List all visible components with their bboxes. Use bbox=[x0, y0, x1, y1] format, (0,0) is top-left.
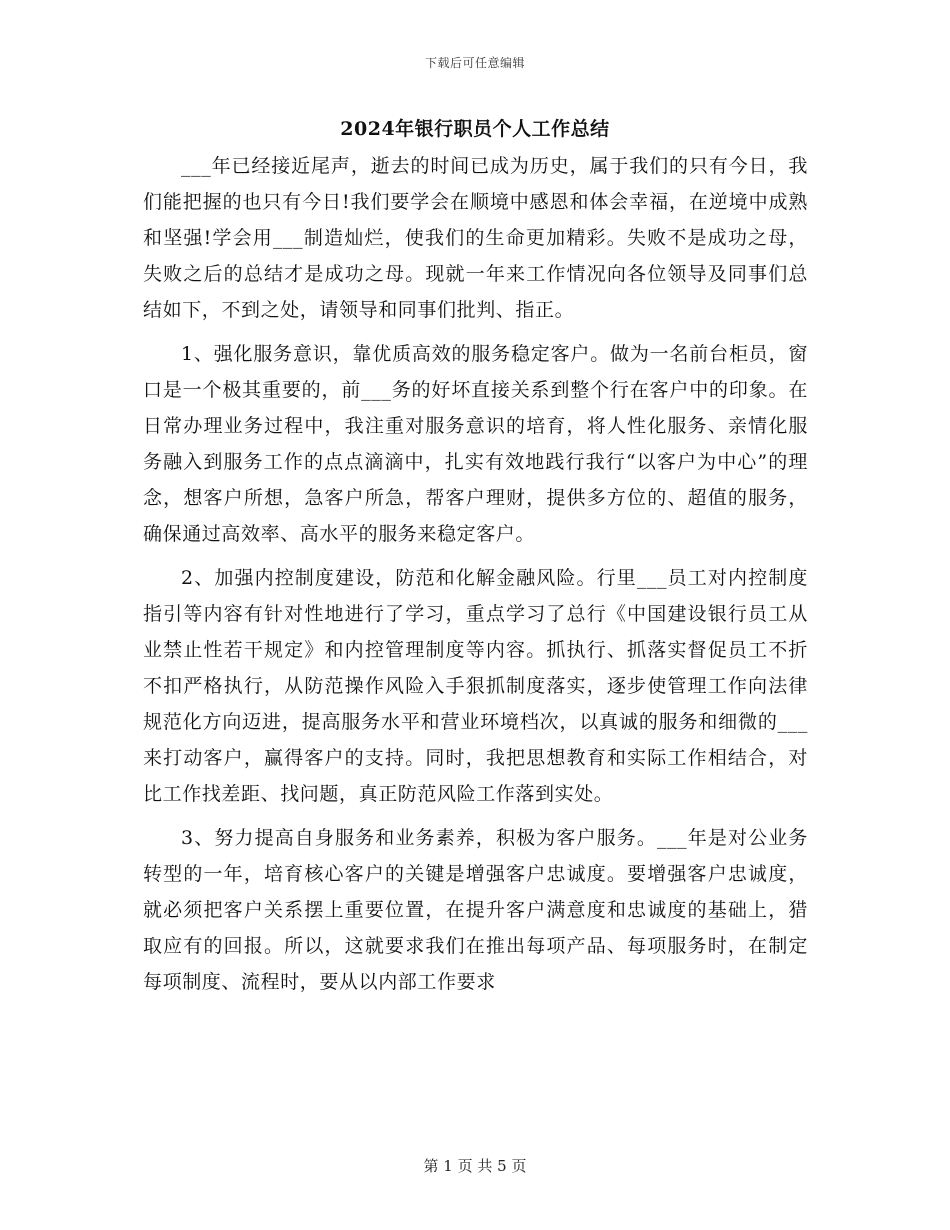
header-note: 下载后可任意编辑 bbox=[424, 56, 525, 70]
paragraph-internal-control: 2、加强内控制度建设，防范和化解金融风险。行里___员工对内控制度指引等内容有针对性地进行了学习，重点学习了总行《中国建设银行员工从业禁止性若干规定》和内控管理制度等内容。抓执行、抓落实督促员工不折不扣严格执行，从防范操作风险入手狠抓制度落实，逐步使管理工作向法律规范化方向迈进，提高服务水平和营业环境档次，以真诚的服务和细微的___来打动客户，赢得客户的支持。同时，我把思想教育和实际工作相结合，对比工作找差距、找问题，真正防范风险工作落到实处。 bbox=[143, 567, 808, 805]
paragraph-service-awareness: 1、强化服务意识，靠优质高效的服务稳定客户。做为一名前台柜员，窗口是一个极其重要的，前___务的好坏直接关系到整个行在客户中的印象。在日常办理业务过程中，我注重对服务意识的培育，将人性化服务、亲情化服务融入到服务工作的点点滴滴中，扎实有效地践行我行“以客户为中心”的理念，想客户所想，急客户所急，帮客户理财，提供多方位的、超值的服务，确保通过高效率、高水平的服务来稳定客户。 bbox=[143, 343, 808, 545]
paragraph-intro: ___年已经接近尾声，逝去的时间已成为历史，属于我们的只有今日，我们能把握的也只有今日!我们要学会在顺境中感恩和体会幸福，在逆境中成熟和坚强!学会用___制造灿烂，使我们的生命更加精彩。失败不是成功之母，失败之后的总结才是成功之母。现就一年来工作情况向各位领导及同事们总结如下，不到之处，请领导和同事们批判、指正。 bbox=[143, 155, 808, 321]
document-body bbox=[143, 148, 808, 1008]
document-title: 2024年银行职员个人工作总结 bbox=[340, 118, 610, 140]
page-indicator: 第 1 页 共 5 页 bbox=[423, 1157, 527, 1175]
paragraph-professional-quality: 3、努力提高自身服务和业务素养，积极为客户服务。___年是对公业务转型的一年，培育核心客户的关键是增强客户忠诚度。要增强客户忠诚度，就必须把客户关系摆上重要位置，在提升客户满意度和忠诚度的基础上，猎取应有的回报。所以，这就要求我们在推出每项产品、每项服务时，在制定每项制度、流程时，要从以内部工作要求 bbox=[143, 827, 808, 993]
